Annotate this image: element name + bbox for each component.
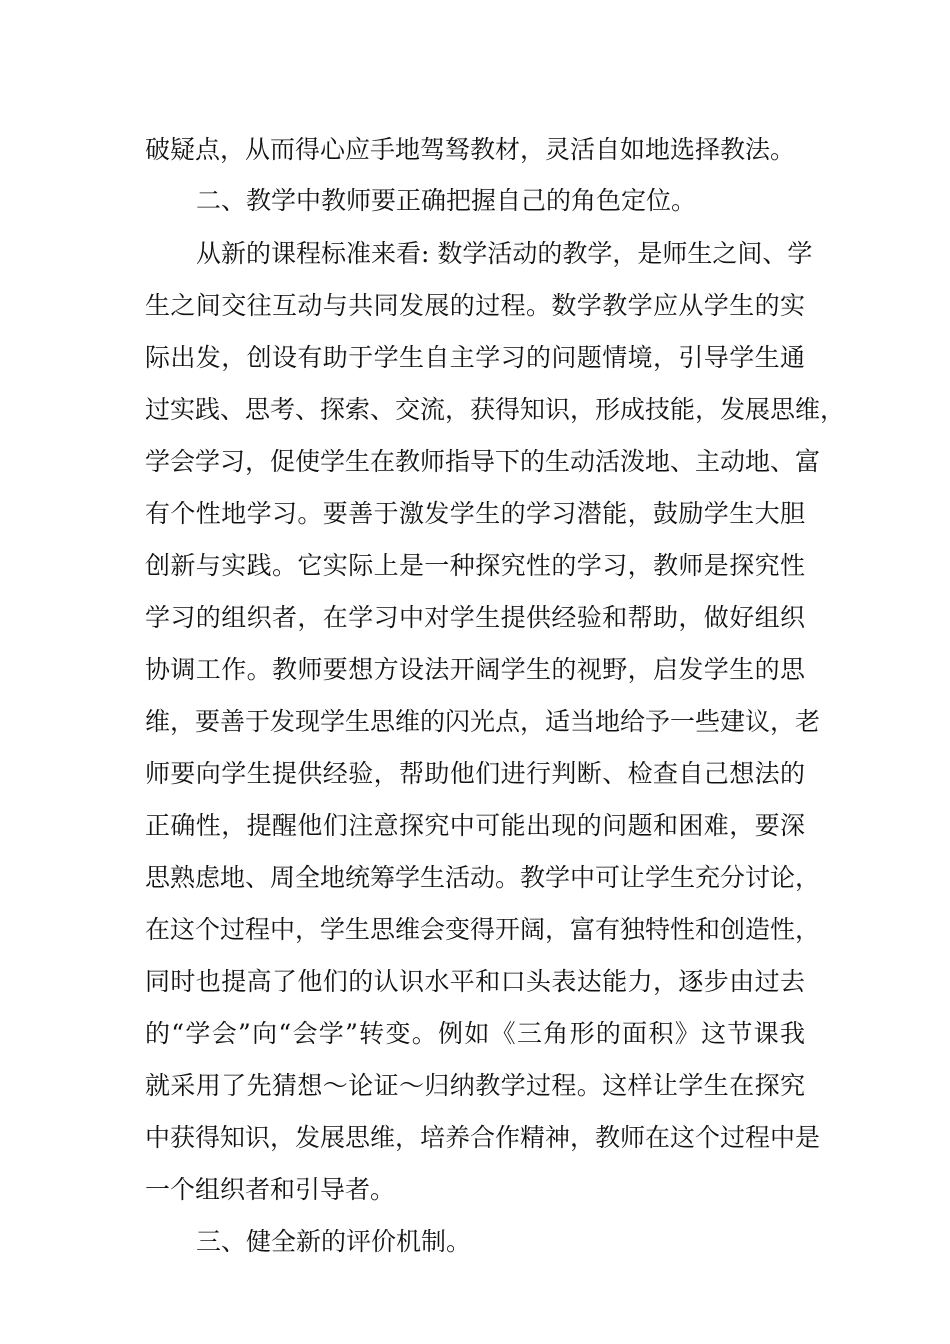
paragraph-line-19: 一个组织者和引导者。 bbox=[145, 1175, 396, 1204]
paragraph-line-10: 维，要善于发现学生思维的闪光点，适当地给予一些建议，老 bbox=[145, 707, 821, 736]
paragraph-line-1: 从新的课程标准来看: 数学活动的教学，是师生之间、学 bbox=[196, 239, 813, 268]
text-line-1: 破疑点，从而得心应手地驾驽教材，灵活自如地选择教法。 bbox=[145, 135, 796, 164]
paragraph-line-13: 思熟虑地、周全地统筹学生活动。教学中可让学生充分讨论， bbox=[145, 863, 821, 892]
paragraph-line-5: 学会学习，促使学生在教师指导下的生动活泼地、主动地、富 bbox=[145, 447, 821, 476]
paragraph-line-3: 际出发，创设有助于学生自主学习的问题情境，引导学生通 bbox=[145, 343, 805, 372]
paragraph-line-8: 学习的组织者，在学习中对学生提供经验和帮助，做好组织 bbox=[145, 603, 805, 632]
paragraph-line-9: 协调工作。教师要想方设法开阔学生的视野，启发学生的思 bbox=[145, 655, 805, 684]
paragraph-line-4: 过实践、思考、探索、交流，获得知识，形成技能，发展思维， bbox=[145, 395, 846, 424]
section-heading-3: 三、健全新的评价机制。 bbox=[196, 1227, 472, 1256]
paragraph-line-15: 同时也提高了他们的认识水平和口头表达能力，逐步由过去 bbox=[145, 967, 805, 996]
paragraph-line-16: 的“学会”向“会学”转变。例如《三角形的面积》这节课我 bbox=[145, 1019, 805, 1048]
paragraph-line-18: 中获得知识，发展思维，培养合作精神，教师在这个过程中是 bbox=[145, 1123, 821, 1152]
paragraph-line-14: 在这个过程中，学生思维会变得开阔，富有独特性和创造性， bbox=[145, 915, 821, 944]
paragraph-line-7: 创新与实践。它实际上是一种探究性的学习，教师是探究性 bbox=[145, 551, 805, 580]
paragraph-line-11: 师要向学生提供经验，帮助他们进行判断、检查自己想法的 bbox=[145, 759, 805, 788]
paragraph-line-6: 有个性地学习。要善于激发学生的学习潜能，鼓励学生大胆 bbox=[145, 499, 805, 528]
paragraph-line-2: 生之间交往互动与共同发展的过程。数学教学应从学生的实 bbox=[145, 291, 805, 320]
paragraph-line-17: 就采用了先猜想～论证～归纳教学过程。这样让学生在探究 bbox=[145, 1071, 805, 1100]
section-heading-2: 二、教学中教师要正确把握自己的角色定位。 bbox=[196, 186, 697, 215]
paragraph-line-12: 正确性，提醒他们注意探究中可能出现的问题和困难，要深 bbox=[145, 811, 805, 840]
